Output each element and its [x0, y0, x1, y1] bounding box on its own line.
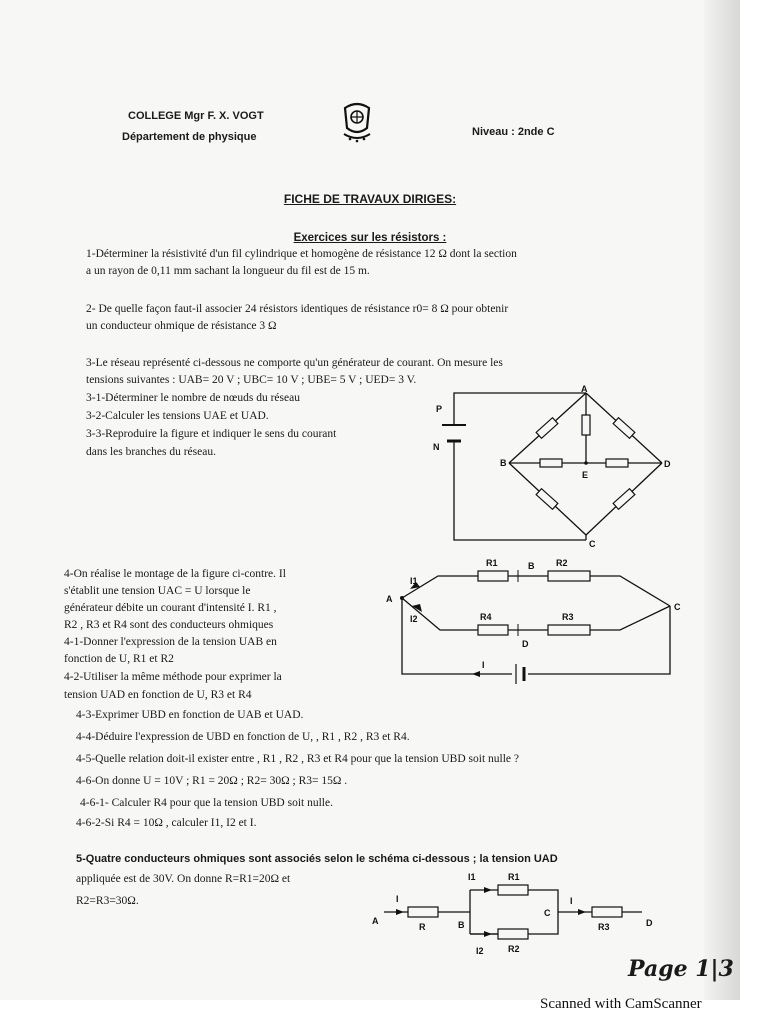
ex1-line-2: a un rayon de 0,11 mm sachant la longueur du fil est de 15 m. [86, 265, 370, 277]
page-number: Page 1|3 [628, 956, 734, 982]
ex4-line-4: R2 , R3 et R4 sont des conducteurs ohmiques [64, 619, 274, 631]
arrow-i-out-icon [578, 909, 586, 915]
node-a-label: A [372, 916, 379, 926]
ex3-line-1: 3-Le réseau représenté ci-dessous ne comporte qu'un générateur de courant. On mesure les [86, 357, 503, 369]
current-i2-label: I2 [410, 614, 418, 624]
current-i-out-label: I [570, 896, 573, 906]
resistor-r2 [498, 929, 528, 939]
resistor-r [408, 907, 438, 917]
resistor-r1 [478, 571, 508, 581]
arrow-i-icon [396, 909, 404, 915]
node-a-label: A [581, 385, 588, 394]
node-b-label: B [500, 458, 507, 468]
r2-label: R2 [556, 558, 568, 568]
resistor-r3 [592, 907, 622, 917]
ex1-line-1: 1-Déterminer la résistivité d'un fil cylindrique et homogène de résistance 12 Ω dont la section [86, 248, 517, 260]
ex5-line-3: R2=R3=30Ω. [76, 895, 139, 907]
ex4-question-5: 4-5-Quelle relation doit-il exister entre , R1 , R2 , R3 et R4 pour que la tension UBD soit nulle ? [76, 753, 519, 765]
resistor-dc [613, 489, 635, 510]
r1-label: R1 [486, 558, 498, 568]
resistor-r1 [498, 885, 528, 895]
arrow-i1-icon [484, 887, 492, 893]
school-name: COLLEGE Mgr F. X. VOGT [128, 110, 264, 122]
arrow-i2-icon [484, 931, 492, 937]
node-d-label: D [522, 639, 529, 649]
node-b-label: B [528, 561, 535, 571]
ex4-line-3: générateur débite un courant d'intensité I. R1 , [64, 602, 277, 614]
r3-label: R3 [598, 922, 610, 932]
level-label: Niveau : 2nde C [472, 126, 555, 138]
current-i2-label: I2 [476, 946, 484, 956]
ex3-question-3b: dans les branches du réseau. [86, 446, 216, 458]
department-name: Département de physique [122, 131, 257, 143]
ex4-line-5: 4-1-Donner l'expression de la tension UAB en [64, 636, 277, 648]
figure-ex4-circuit [380, 552, 700, 692]
terminal-p-label: P [436, 404, 443, 414]
resistor-ed [606, 459, 628, 467]
terminal-n-label: N [433, 442, 440, 452]
ex2-line-2: un conducteur ohmique de résistance 3 Ω [86, 320, 277, 332]
ex4-line-2: s'établit une tension UAC = U lorsque le [64, 585, 251, 597]
ex4-question-6-1: 4-6-1- Calculer R4 pour que la tension UBD soit nulle. [80, 797, 333, 809]
r1-label: R1 [508, 872, 520, 882]
node-c-label: C [674, 602, 681, 612]
page-edge-shadow [704, 0, 740, 1000]
r-label: R [419, 922, 426, 932]
node-a-label: A [386, 594, 393, 604]
resistor-ae [582, 415, 590, 435]
arrow-i-icon [472, 671, 480, 677]
current-i1-label: I1 [410, 576, 418, 586]
ex4-line-8: tension UAD en fonction de U, R3 et R4 [64, 689, 252, 701]
resistor-r3 [548, 625, 590, 635]
ex3-line-2: tensions suivantes : UAB= 20 V ; UBC= 10 V ; UBE= 5 V ; UED= 3 V. [86, 374, 417, 386]
ex4-line-1: 4-On réalise le montage de la figure ci-contre. Il [64, 568, 286, 580]
node-d-label: D [646, 918, 653, 928]
r2-label: R2 [508, 944, 520, 954]
ex3-question-2: 3-2-Calculer les tensions UAE et UAD. [86, 410, 269, 422]
ex4-question-6: 4-6-On donne U = 10V ; R1 = 20Ω ; R2= 30Ω ; R3= 15Ω . [76, 775, 348, 787]
node-c-label: C [544, 908, 551, 918]
scanner-watermark: Scanned with CamScanner [540, 996, 702, 1012]
ex4-question-4: 4-4-Déduire l'expression de UBD en fonction de U, , R1 , R2 , R3 et R4. [76, 731, 410, 743]
resistor-be [540, 459, 562, 467]
resistor-ad [613, 418, 635, 439]
ex5-line-2: appliquée est de 30V. On donne R=R1=20Ω et [76, 873, 291, 885]
node-e-label: E [582, 470, 589, 480]
node-b-label: B [458, 920, 465, 930]
ex4-question-6-2: 4-6-2-Si R4 = 10Ω , calculer I1, I2 et I. [76, 817, 257, 829]
r4-label: R4 [480, 612, 492, 622]
figure-ex3-network [424, 385, 684, 550]
ex3-question-1: 3-1-Déterminer le nombre de nœuds du réseau [86, 392, 300, 404]
ex4-question-3: 4-3-Exprimer UBD en fonction de UAB et UAD. [76, 709, 304, 721]
ex2-line-1: 2- De quelle façon faut-il associer 24 résistors identiques de résistance r0= 8 Ω pour obtenir [86, 303, 509, 315]
resistor-bc [536, 489, 558, 510]
resistor-r2 [548, 571, 590, 581]
section-subtitle: Exercices sur les résistors : [293, 232, 447, 244]
node-d-label: D [664, 459, 671, 469]
current-i-label: I [396, 894, 399, 904]
ex4-line-6: fonction de U, R1 et R2 [64, 653, 174, 665]
school-logo-icon [340, 102, 374, 144]
ex4-line-7: 4-2-Utiliser la même méthode pour exprimer la [64, 671, 282, 683]
ex3-question-3a: 3-3-Reproduire la figure et indiquer le sens du courant [86, 428, 337, 440]
current-i-label: I [482, 660, 485, 670]
ex5-line-1: 5-Quatre conducteurs ohmiques sont associés selon le schéma ci-dessous ; la tension UAD [76, 853, 558, 865]
sheet-title: FICHE DE TRAVAUX DIRIGES: [283, 192, 457, 206]
resistor-r4 [478, 625, 508, 635]
figure-ex5-circuit [370, 866, 670, 960]
current-i1-label: I1 [468, 872, 476, 882]
resistor-ab [536, 418, 558, 439]
r3-label: R3 [562, 612, 574, 622]
node-c-label: C [589, 539, 596, 549]
